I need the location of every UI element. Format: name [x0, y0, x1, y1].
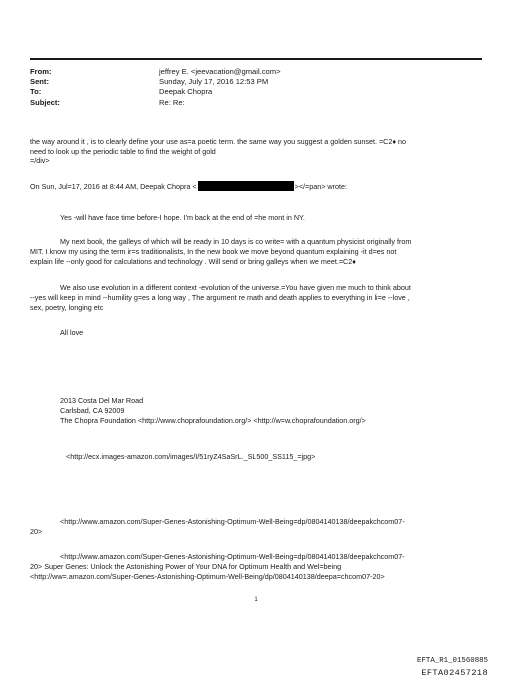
quoted-line: Yes -will have face time before-I hope. I'm back at the end of =he mont in NY. — [60, 213, 305, 222]
header-divider — [30, 58, 482, 60]
quote-intro — [30, 181, 486, 192]
to-label: To: — [30, 87, 42, 97]
amazon-link-line: <http://ww=.amazon.com/Super-Genes-Astonishing-Optimum-Well-Being/dp/0804140138/deepa=chcom07-20> — [30, 572, 385, 582]
amazon-link-line: <http://www.amazon.com/Super-Genes-Astonishing-Optimum-Well-Being=dp/0804140138/deepakchcom07- — [60, 552, 405, 561]
quoted-line: My next book, the galleys of which will be ready in 10 days is co write= with a quantum physicist originally from — [60, 237, 412, 246]
from-value: jeffrey E. <jeevacation@gmail.com> — [159, 67, 281, 76]
subject-label: Subject: — [30, 97, 60, 107]
quoted-paragraph — [30, 283, 486, 314]
reply-line: =/div> — [30, 156, 50, 166]
footer-code-primary: EFTA_R1_01560885 — [417, 657, 488, 665]
reply-line: the way around it , is to clearly define your use as=a poetic term. the same way you suggest a golden sunset. =C2♦ no — [30, 137, 407, 146]
from-row — [30, 67, 482, 77]
address-block — [60, 396, 486, 427]
redaction-box — [198, 181, 294, 191]
quoted-line: --yes will keep in mind --humility g=es a long way , The argument re math and death applies to everything in li=e --love , — [30, 293, 410, 303]
from-label: From: — [30, 67, 52, 76]
email-header — [30, 67, 482, 108]
amazon-link-line: 20> Super Genes: Unlock the Astonishing Power of Your DNA for Optimum Health and Wel=being — [30, 562, 342, 572]
address-line: Carlsbad, CA 92009 — [60, 406, 125, 416]
quoted-line: We also use evolution in a different context -evolution of the universe.=You have given me much to think about — [60, 283, 411, 292]
sent-label: Sent: — [30, 77, 49, 87]
sent-row — [30, 77, 482, 87]
quote-intro-before: On Sun, Jul=17, 2016 at 8:44 AM, Deepak Chopra < — [30, 182, 197, 191]
footer-code-secondary: EFTA02457218 — [421, 668, 488, 678]
address-line: 2013 Costa Del Mar Road — [60, 396, 144, 405]
subject-row — [30, 98, 482, 108]
amazon-link-block — [30, 517, 486, 537]
quoted-line: sex, poetry, longing etc — [30, 303, 104, 313]
quoted-paragraph — [60, 213, 486, 223]
page-number: 1 — [254, 597, 258, 603]
quoted-line: MIT. I know my using the term ir=s traditionalists, In the new book we move beyond quantum explaining -it d=es not — [30, 247, 397, 257]
reply-line: need to look up the periodic table to find the weight of gold — [30, 146, 216, 156]
address-line: The Chopra Foundation <http://www.choprafoundation.org/> <http://w=w.choprafoundation.org/> — [60, 416, 366, 426]
to-value: Deepak Chopra — [159, 87, 213, 97]
amazon-link-line: 20> — [30, 527, 43, 537]
amazon-link-block — [30, 552, 486, 583]
subject-value: Re: Re: — [159, 97, 185, 107]
signoff: All love — [60, 328, 84, 337]
quoted-paragraph — [30, 237, 486, 268]
reply-body — [30, 137, 486, 166]
sent-value: Sunday, July 17, 2016 12:53 PM — [159, 77, 269, 87]
to-row — [30, 87, 482, 97]
quoted-line: explain life --only good for calculations and technology . Will send or bring galleys when we meet.=C2♦ — [30, 257, 356, 267]
amazon-link-line: <http://www.amazon.com/Super-Genes-Astonishing-Optimum-Well-Being=dp/0804140138/deepakchcom07- — [60, 517, 405, 526]
image-link: <http://ecx.images-amazon.com/images/I/51ryZ4SaSrL._SL500_SS115_=jpg> — [66, 452, 316, 461]
quote-intro-after: ></=pan> wrote: — [294, 182, 347, 191]
